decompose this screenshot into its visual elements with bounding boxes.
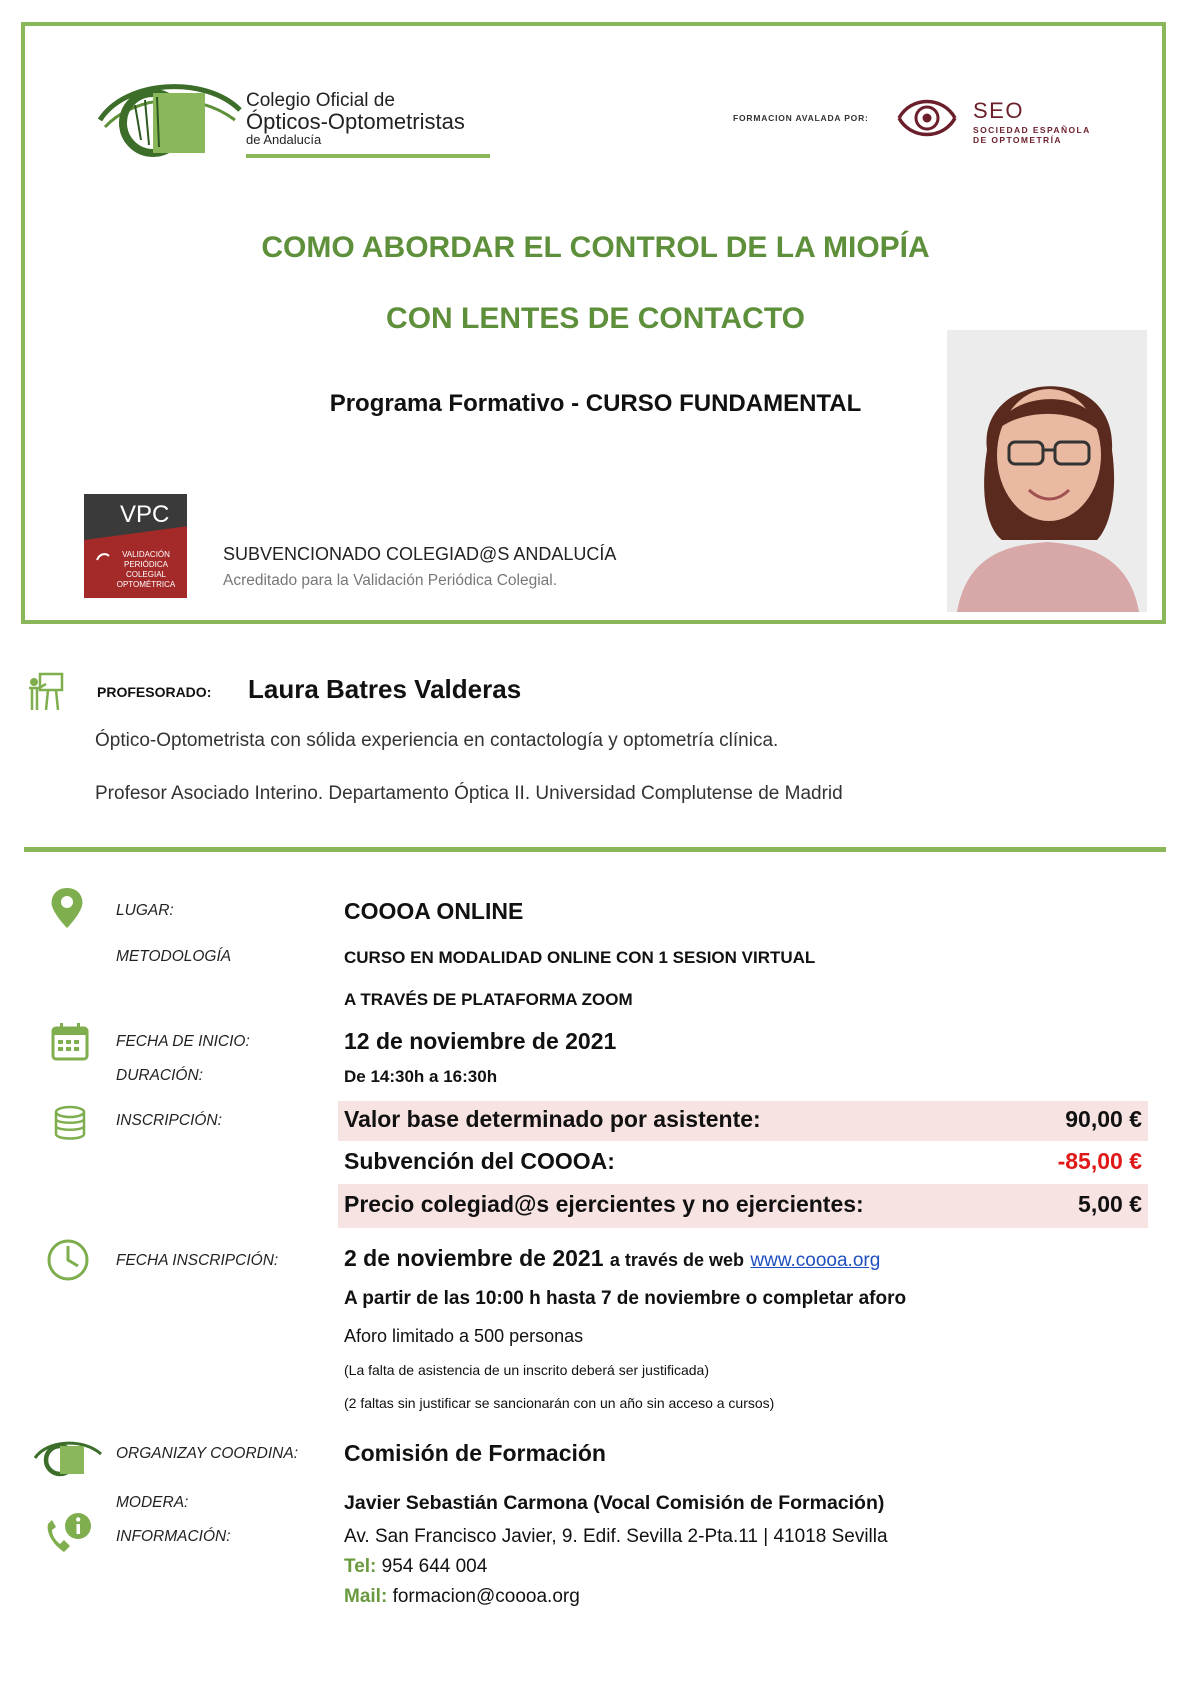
price-final-label: Precio colegiad@s ejercientes y no ejercientes: — [344, 1191, 864, 1217]
logo-underline — [246, 154, 490, 158]
fecha-inicio-value: 12 de noviembre de 2021 — [344, 1028, 617, 1054]
acreditado-text: Acreditado para la Validación Periódica Colegial. — [223, 572, 558, 589]
logo-text-line1: Colegio Oficial de — [246, 90, 395, 111]
mail-label: Mail: — [344, 1586, 388, 1607]
seo-subtitle-line2: DE OPTOMETRÍA — [973, 135, 1062, 145]
fecha-inscripcion-date: 2 de noviembre de 2021 — [344, 1245, 604, 1271]
coooa-small-logo-icon — [33, 1438, 103, 1480]
profesorado-label: PROFESORADO: — [97, 684, 212, 700]
price-base-label: Valor base determinado por asistente: — [344, 1106, 761, 1132]
profesorado-label-text: PROFESORADO — [97, 684, 207, 700]
professor-photo — [947, 330, 1147, 612]
teacher-board-icon — [26, 672, 64, 712]
organiza-label: ORGANIZAY COORDINA: — [116, 1445, 299, 1462]
tel-value: 954 644 004 — [381, 1556, 488, 1577]
modera-label: MODERA: — [116, 1494, 189, 1511]
vpc-label: VPC — [120, 501, 170, 528]
seo-name: SEO — [973, 98, 1024, 123]
modera-value: Javier Sebastián Carmona (Vocal Comisión de Formación) — [344, 1492, 885, 1514]
metodologia-label: METODOLOGÍA — [116, 948, 232, 965]
seo-eye-logo-icon — [897, 92, 957, 144]
metodologia-line1: CURSO EN MODALIDAD ONLINE CON 1 SESION VIRTUAL — [344, 948, 816, 967]
avalada-text: FORMACION AVALADA POR: — [733, 113, 869, 123]
phone-info-icon — [42, 1510, 94, 1556]
vpc-subtitle: VALIDACIÓN PERIÓDICA COLEGIAL OPTOMÉTRICA — [116, 550, 176, 589]
organiza-value: Comisión de Formación — [344, 1440, 606, 1466]
duracion-label: DURACIÓN: — [116, 1067, 203, 1084]
course-title-line2: CON LENTES DE CONTACTO — [386, 302, 805, 335]
clock-icon — [46, 1238, 90, 1282]
fecha-inscripcion-label: FECHA INSCRIPCIÓN: — [116, 1252, 279, 1269]
nota-asistencia: (La falta de asistencia de un inscrito deberá ser justificada) — [344, 1362, 709, 1378]
calendar-icon — [50, 1022, 90, 1062]
info-address: Av. San Francisco Javier, 9. Edif. Sevilla 2-Pta.11 | 41018 Sevilla — [344, 1526, 888, 1547]
price-base-value: 90,00 € — [1065, 1106, 1142, 1132]
price-final-value: 5,00 € — [1078, 1191, 1142, 1217]
fecha-inscripcion-via: a través de web — [609, 1250, 744, 1270]
nota-faltas: (2 faltas sin justificar se sancionarán con un año sin acceso a cursos) — [344, 1395, 775, 1411]
duracion-value: De 14:30h a 16:30h — [344, 1067, 498, 1086]
lugar-value: COOOA ONLINE — [344, 898, 524, 924]
fecha-inscripcion-line2: A partir de las 10:00 h hasta 7 de noviembre o completar aforo — [344, 1288, 907, 1309]
vpc-badge — [84, 494, 187, 598]
logo-text-line3: de Andalucía — [246, 132, 322, 147]
professor-bio-line1: Óptico-Optometrista con sólida experiencia en contactología y optometría clínica. — [95, 730, 779, 751]
section-divider — [24, 847, 1166, 852]
logo-text-line2: Ópticos-Optometristas — [246, 109, 465, 134]
fecha-inicio-label: FECHA DE INICIO: — [116, 1033, 250, 1050]
informacion-label: INFORMACIÓN: — [116, 1528, 231, 1545]
info-mail — [344, 1586, 580, 1608]
professor-name: Laura Batres Valderas — [248, 674, 522, 704]
price-subvencion-label: Subvención del COOOA: — [344, 1148, 615, 1174]
info-tel — [344, 1556, 487, 1578]
lugar-label: LUGAR: — [116, 902, 174, 919]
location-pin-icon — [46, 886, 88, 930]
price-subvencion-value: -85,00 € — [1057, 1148, 1142, 1174]
aforo-text: Aforo limitado a 500 personas — [344, 1326, 584, 1346]
coooa-eye-logo-icon — [95, 75, 245, 165]
program-subtitle: Programa Formativo - CURSO FUNDAMENTAL — [329, 390, 862, 417]
metodologia-line2: A TRAVÉS DE PLATAFORMA ZOOM — [344, 990, 633, 1009]
course-title-line1: COMO ABORDAR EL CONTROL DE LA MIOPÍA — [261, 231, 930, 264]
seo-subtitle-line1: SOCIEDAD ESPAÑOLA — [973, 125, 1091, 135]
seo-subtitle — [973, 125, 1091, 145]
mail-value: formacion@coooa.org — [392, 1586, 580, 1607]
coooa-web-link[interactable]: www.coooa.org — [750, 1250, 881, 1271]
fecha-inscripcion-line1 — [344, 1245, 880, 1272]
coins-stack-icon — [50, 1104, 90, 1144]
inscripcion-label: INSCRIPCIÓN: — [116, 1112, 222, 1129]
professor-bio-line2: Profesor Asociado Interino. Departamento Óptica II. Universidad Complutense de Madrid — [95, 783, 843, 804]
tel-label: Tel: — [344, 1556, 377, 1577]
subvencionado-text: SUBVENCIONADO COLEGIAD@S ANDALUCÍA — [223, 544, 617, 564]
